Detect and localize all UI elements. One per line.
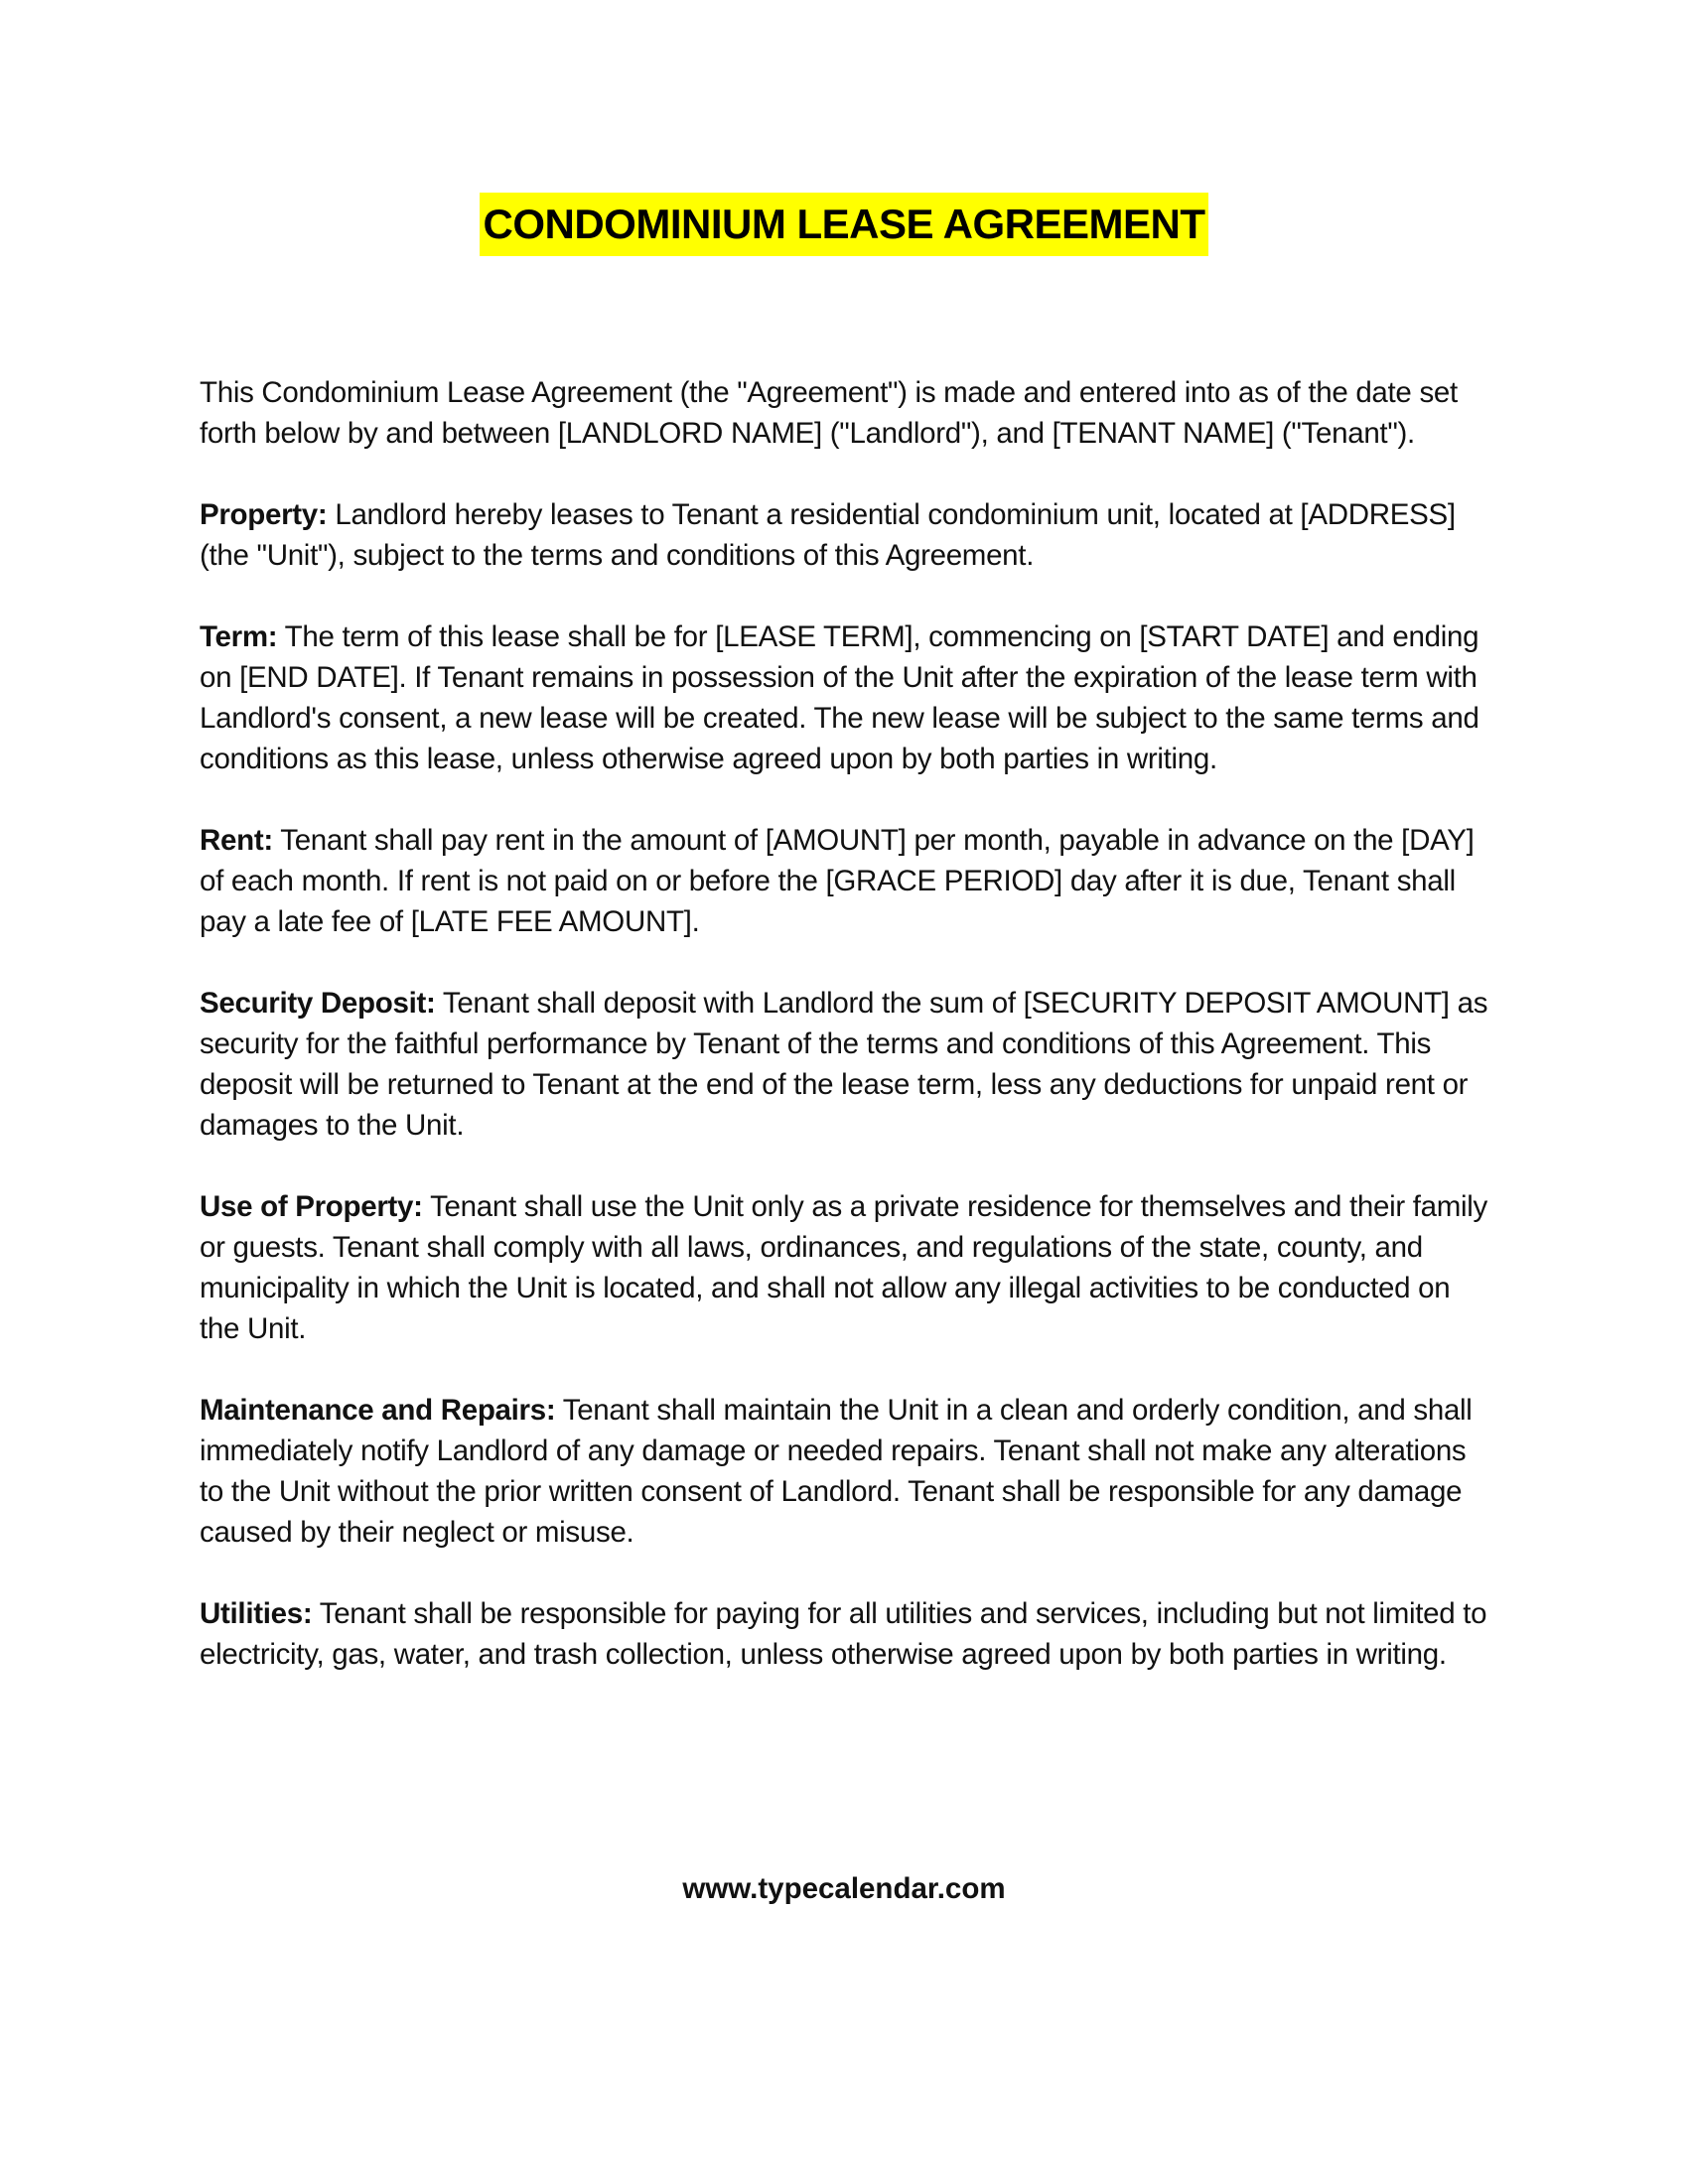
section-text-maintenance-and-repairs: Tenant shall maintain the Unit in a clean and orderly condition, and shall immediately notify Landlord of any damage or needed repairs. Tenant shall not make any alterations to the Unit without the prior written consent of Landlord. Tenant shall be responsible for any damage caused by their neglect or misuse. bbox=[200, 1394, 1473, 1549]
section-term bbox=[200, 616, 1490, 779]
intro-paragraph: This Condominium Lease Agreement (the "Agreement") is made and entered into as of the date set forth below by and between [LANDLORD NAME] ("Landlord"), and [TENANT NAME] ("Tenant"). bbox=[200, 376, 1458, 450]
section-label-utilities: Utilities: bbox=[200, 1597, 313, 1630]
section-text-term: The term of this lease shall be for [LEASE TERM], commencing on [START DATE] and ending on [END DATE]. If Tenant remains in possession of the Unit after the expiration of the lease term with Landlord's consent, a new lease will be created. The new lease will be subject to the same terms and conditions as this lease, unless otherwise agreed upon by both parties in writing. bbox=[200, 620, 1479, 775]
title-container bbox=[0, 193, 1688, 256]
section-text-security-deposit: Tenant shall deposit with Landlord the sum of [SECURITY DEPOSIT AMOUNT] as security for the faithful performance by Tenant of the terms and conditions of this Agreement. This deposit will be returned to Tenant at the end of the lease term, less any deductions for unpaid rent or damages to the Unit. bbox=[200, 987, 1488, 1142]
section-rent bbox=[200, 820, 1490, 942]
document-body bbox=[200, 372, 1490, 1715]
section-utilities bbox=[200, 1593, 1490, 1675]
section-maintenance-and-repairs bbox=[200, 1390, 1490, 1553]
section-text-rent: Tenant shall pay rent in the amount of [AMOUNT] per month, payable in advance on the [DAY] of each month. If rent is not paid on or before the [GRACE PERIOD] day after it is due, Tenant shall pay a late fee of [LATE FEE AMOUNT]. bbox=[200, 824, 1475, 938]
section-label-security-deposit: Security Deposit: bbox=[200, 987, 436, 1020]
section-label-property: Property: bbox=[200, 498, 328, 531]
section-label-term: Term: bbox=[200, 620, 278, 653]
section-label-rent: Rent: bbox=[200, 824, 273, 857]
section-property bbox=[200, 494, 1490, 576]
section-text-property: Landlord hereby leases to Tenant a residential condominium unit, located at [ADDRESS] (the "Unit"), subject to the terms and conditions of this Agreement. bbox=[200, 498, 1456, 572]
section-use-of-property bbox=[200, 1186, 1490, 1349]
section-label-maintenance-and-repairs: Maintenance and Repairs: bbox=[200, 1394, 556, 1427]
section-security-deposit bbox=[200, 983, 1490, 1146]
footer-url: www.typecalendar.com bbox=[682, 1872, 1006, 1905]
section-text-utilities: Tenant shall be responsible for paying for all utilities and services, including but not limited to electricity, gas, water, and trash collection, unless otherwise agreed upon by both parties in writing. bbox=[200, 1597, 1487, 1671]
section-label-use-of-property: Use of Property: bbox=[200, 1190, 423, 1223]
document-title: CONDOMINIUM LEASE AGREEMENT bbox=[480, 193, 1209, 256]
section-text-use-of-property: Tenant shall use the Unit only as a private residence for themselves and their family or guests. Tenant shall comply with all laws, ordinances, and regulations of the state, county, and municipality in which the Unit is located, and shall not allow any illegal activities to be conducted on the Unit. bbox=[200, 1190, 1487, 1345]
